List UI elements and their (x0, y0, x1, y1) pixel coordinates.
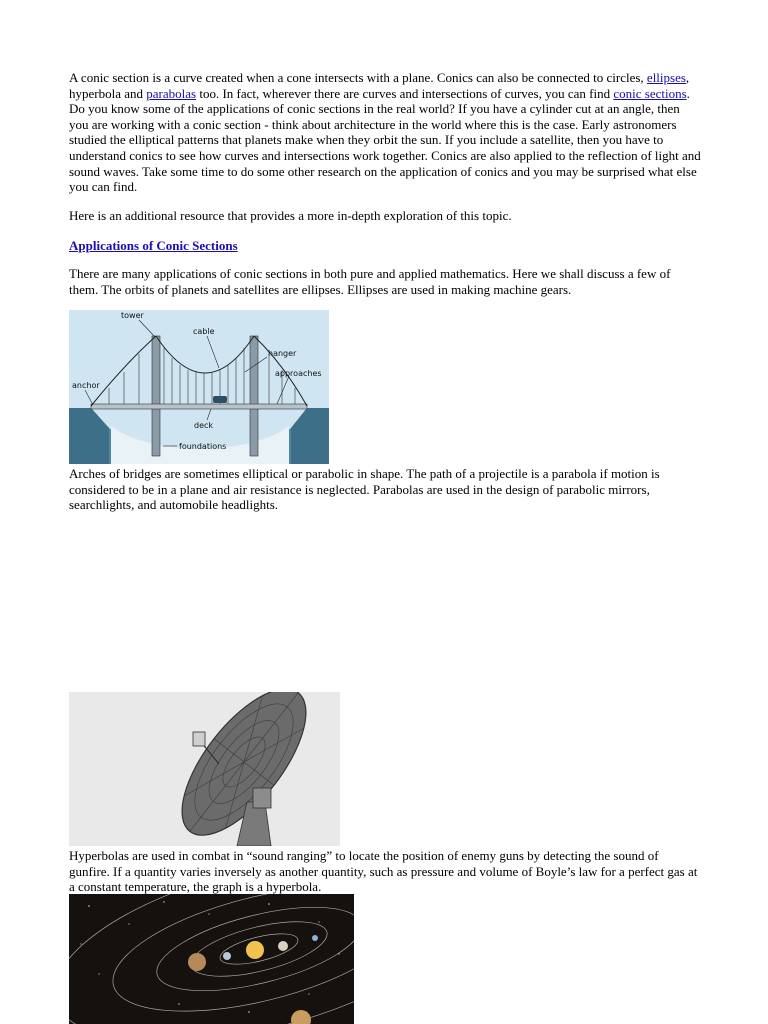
bridge-label-anchor: anchor (72, 381, 100, 390)
suspension-bridge-diagram (69, 310, 329, 464)
intro-paragraph (69, 70, 701, 195)
resource-heading (69, 238, 701, 254)
applications-paragraph: There are many applications of conic sections in both pure and applied mathematics. Here we shall discuss a few of them. The orbits of planets and satellites are ellipses. Ellipses are used in making machine gears. (69, 266, 671, 297)
parabolas-link[interactable]: parabolas (146, 85, 197, 101)
bridge-label-hanger: hanger (268, 349, 297, 358)
bridge-label-approaches: approaches (275, 369, 322, 378)
bridge-label-cable: cable (193, 327, 215, 336)
bridge-label-foundations: foundations (179, 442, 227, 451)
intro-text-3: too. In fact, wherever there are curves and intersections of curves, you can find (196, 85, 614, 101)
bridge-label-deck: deck (194, 421, 214, 430)
radio-telescope-photo (69, 692, 340, 846)
bridge-label-tower: tower (121, 311, 144, 320)
intro-text-4: . Do you know some of the applications of conic sections in the real world? If you have a cylinder cut at an angle, then you are working with a conic section - think about architecture in the world where this is the case. Early astronomers studied the elliptical patterns that planets make when they orbit the sun. If you include a satellite, then you have to understand conics to see how curves and intersections work together. Conics are also applied to the reflection of light and sound waves. Take some time to do some other research on the application of conics and you may be surprised what else you can find. (69, 85, 701, 195)
resource-paragraph: Here is an additional resource that provides a more in-depth exploration of this topic. (69, 208, 512, 223)
bridges-paragraph: Arches of bridges are sometimes elliptical or parabolic in shape. The path of a projectile is a parabola if motion is considered to be in a plane and air resistance is neglected. Parabolas are used in the design of parabolic mirrors, searchlights, and automobile headlights. (69, 466, 660, 513)
solar-system-image (69, 894, 354, 1024)
intro-text-2: , hyperbola and (69, 70, 690, 101)
intro-text-1: A conic section is a curve created when a cone intersects with a plane. Conics can also be connected to circles, (69, 70, 647, 85)
hyperbolas-paragraph: Hyperbolas are used in combat in “sound ranging” to locate the position of enemy guns by detecting the sound of gunfire. If a quantity varies inversely as another quantity, such as pressure and volume of Boyle’s law for a perfect gas at a constant temperature, the graph is a hyperbola. (69, 848, 698, 895)
ellipses-link[interactable]: ellipses (646, 70, 686, 85)
conic-sections-link[interactable]: conic sections (613, 85, 687, 101)
applications-of-conic-sections-link[interactable]: Applications of Conic Sections (69, 238, 238, 253)
